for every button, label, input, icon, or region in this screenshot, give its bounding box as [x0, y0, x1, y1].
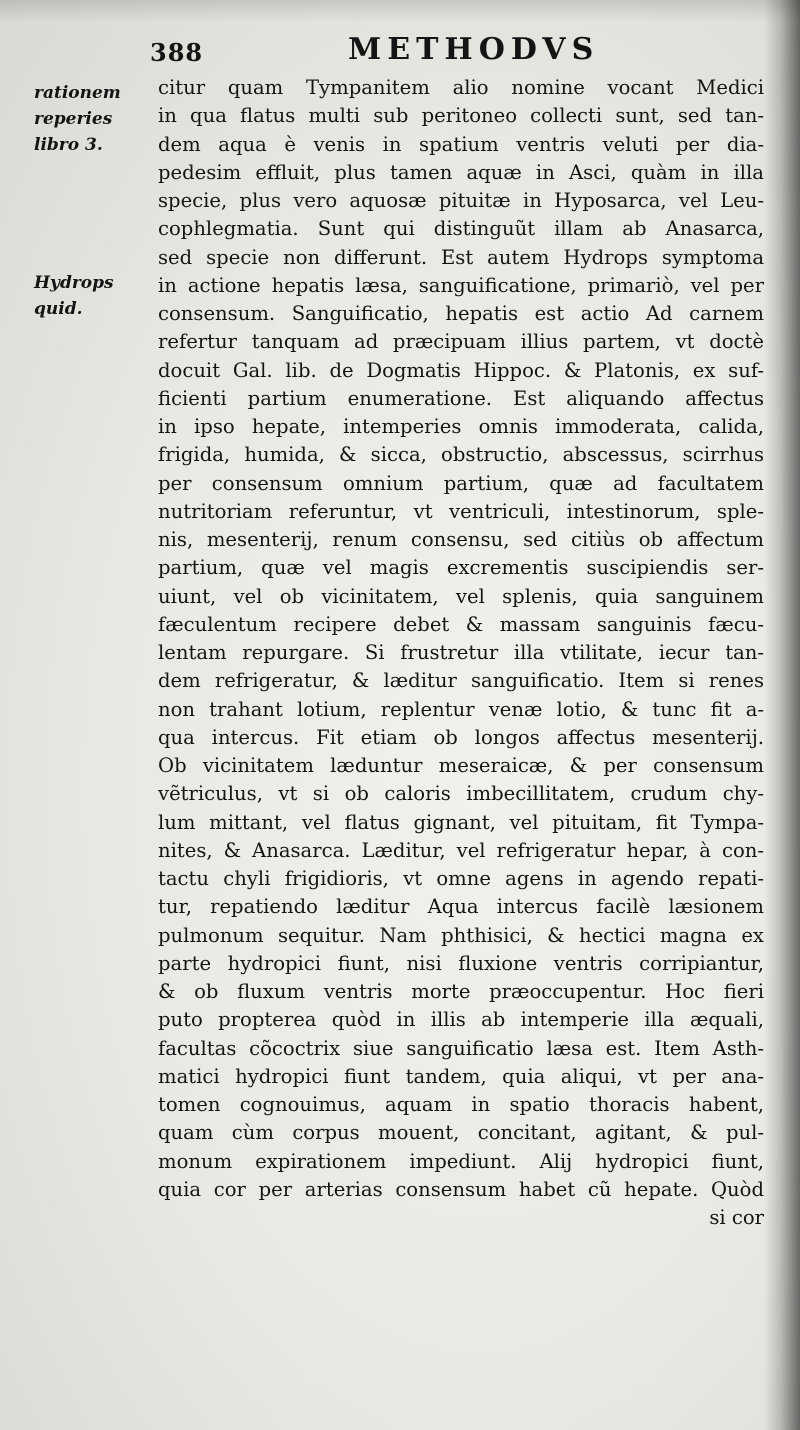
- text-line: lentam repurgare. Si frustretur illa vtilitate, iecur tan-: [158, 641, 764, 664]
- page-top-shadow: [0, 0, 800, 22]
- page-number: 388: [150, 38, 204, 67]
- text-line: in actione hepatis læsa, sanguificatione, primariò, vel per: [158, 273, 764, 297]
- text-line: dem aqua è venis in spatium ventris veluti per dia-: [158, 132, 764, 156]
- text-line: qua intercus. Fit etiam ob longos affectus mesenterij.: [158, 725, 764, 749]
- body-text: [158, 74, 764, 1232]
- text-line: nis, mesenterij, renum consensu, sed citiùs ob affectum: [158, 528, 764, 551]
- text-line: dem refrigeratur, & læditur sanguificatio. Item si renes: [158, 669, 764, 693]
- page-gutter-shadow: [764, 0, 800, 1430]
- text-line: nutritoriam referuntur, vt ventriculi, intestinorum, sple-: [158, 499, 764, 523]
- margin-note-line: reperies: [34, 109, 113, 129]
- text-line: parte hydropici fiunt, nisi fluxione ventris corripiantur,: [158, 951, 764, 975]
- text-line: Ob vicinitatem læduntur meseraicæ, & per consensum: [158, 754, 764, 777]
- text-line: consensum. Sanguificatio, hepatis est actio Ad carnem: [158, 302, 764, 325]
- text-line: puto propterea quòd in illis ab intemperie illa æquali,: [158, 1008, 764, 1032]
- text-line: uiunt, vel ob vicinitatem, vel splenis, quia sanguinem: [158, 584, 764, 608]
- text-line: quia cor per arterias consensum habet cũ hepate. Quòd: [158, 1177, 764, 1201]
- text-line: citur quam Tympanitem alio nomine vocant Medici: [158, 76, 764, 99]
- page-header: [150, 30, 750, 74]
- margin-note-line: quid.: [34, 299, 83, 319]
- margin-note-reference: [34, 80, 121, 158]
- text-line: matici hydropici fiunt tandem, quia aliqui, vt per ana-: [158, 1064, 764, 1088]
- text-line: frigida, humida, & sicca, obstructio, abscessus, scirrhus: [158, 443, 764, 467]
- text-line: refertur tanquam ad præcipuam illius partem, vt doctè: [158, 330, 764, 354]
- text-line: tur, repatiendo læditur Aqua intercus facilè læsionem: [158, 895, 764, 919]
- text-line: ficienti partium enumeratione. Est aliquando affectus: [158, 386, 764, 410]
- text-line: nites, & Anasarca. Læditur, vel refrigeratur hepar, à con-: [158, 838, 764, 862]
- text-line: per consensum omnium partium, quæ ad facultatem: [158, 471, 764, 495]
- text-line: tactu chyli frigidioris, vt omne agens in agendo repati-: [158, 867, 764, 890]
- text-line: pulmonum sequitur. Nam phthisici, & hectici magna ex: [158, 923, 764, 947]
- text-line: lum mittant, vel flatus gignant, vel pituitam, fit Tympa-: [158, 810, 764, 834]
- text-line: pedesim effluit, plus tamen aquæ in Asci, quàm in illa: [158, 160, 764, 184]
- margin-note-line: libro 3.: [34, 135, 103, 155]
- text-line: fæculentum recipere debet & massam sanguinis fæcu-: [158, 612, 764, 636]
- text-line: in ipso hepate, intemperies omnis immoderata, calida,: [158, 415, 764, 438]
- text-line: vẽtriculus, vt si ob caloris imbecillitatem, crudum chy-: [158, 782, 764, 806]
- text-line: tomen cognouimus, aquam in spatio thoracis habent,: [158, 1093, 764, 1116]
- running-title: METHODVS: [348, 32, 600, 67]
- margin-note-line: Hydrops: [34, 273, 114, 293]
- text-line: sed specie non differunt. Est autem Hydrops symptoma: [158, 245, 764, 269]
- text-line: quam cùm corpus mouent, concitant, agitant, & pul-: [158, 1121, 764, 1145]
- margin-note-hydrops: [34, 270, 114, 322]
- margin-note-line: rationem: [34, 83, 121, 103]
- catchword: si cor: [709, 1206, 764, 1229]
- text-line: non trahant lotium, replentur venæ lotio, & tunc fit a-: [158, 697, 764, 721]
- text-line: in qua flatus multi sub peritoneo collecti sunt, sed tan-: [158, 104, 764, 128]
- text-line: partium, quæ vel magis excrementis suscipiendis ser-: [158, 556, 764, 580]
- text-line: monum expirationem impediunt. Alij hydropici fiunt,: [158, 1149, 764, 1173]
- text-line: cophlegmatia. Sunt qui distinguũt illam ab Anasarca,: [158, 217, 764, 241]
- text-line: docuit Gal. lib. de Dogmatis Hippoc. & Platonis, ex suf-: [158, 358, 764, 382]
- text-line: specie, plus vero aquosæ pituitæ in Hyposarca, vel Leu-: [158, 189, 764, 212]
- text-line: & ob fluxum ventris morte præoccupentur. Hoc fieri: [158, 980, 764, 1003]
- text-line: facultas cõcoctrix siue sanguificatio læsa est. Item Asth-: [158, 1036, 764, 1060]
